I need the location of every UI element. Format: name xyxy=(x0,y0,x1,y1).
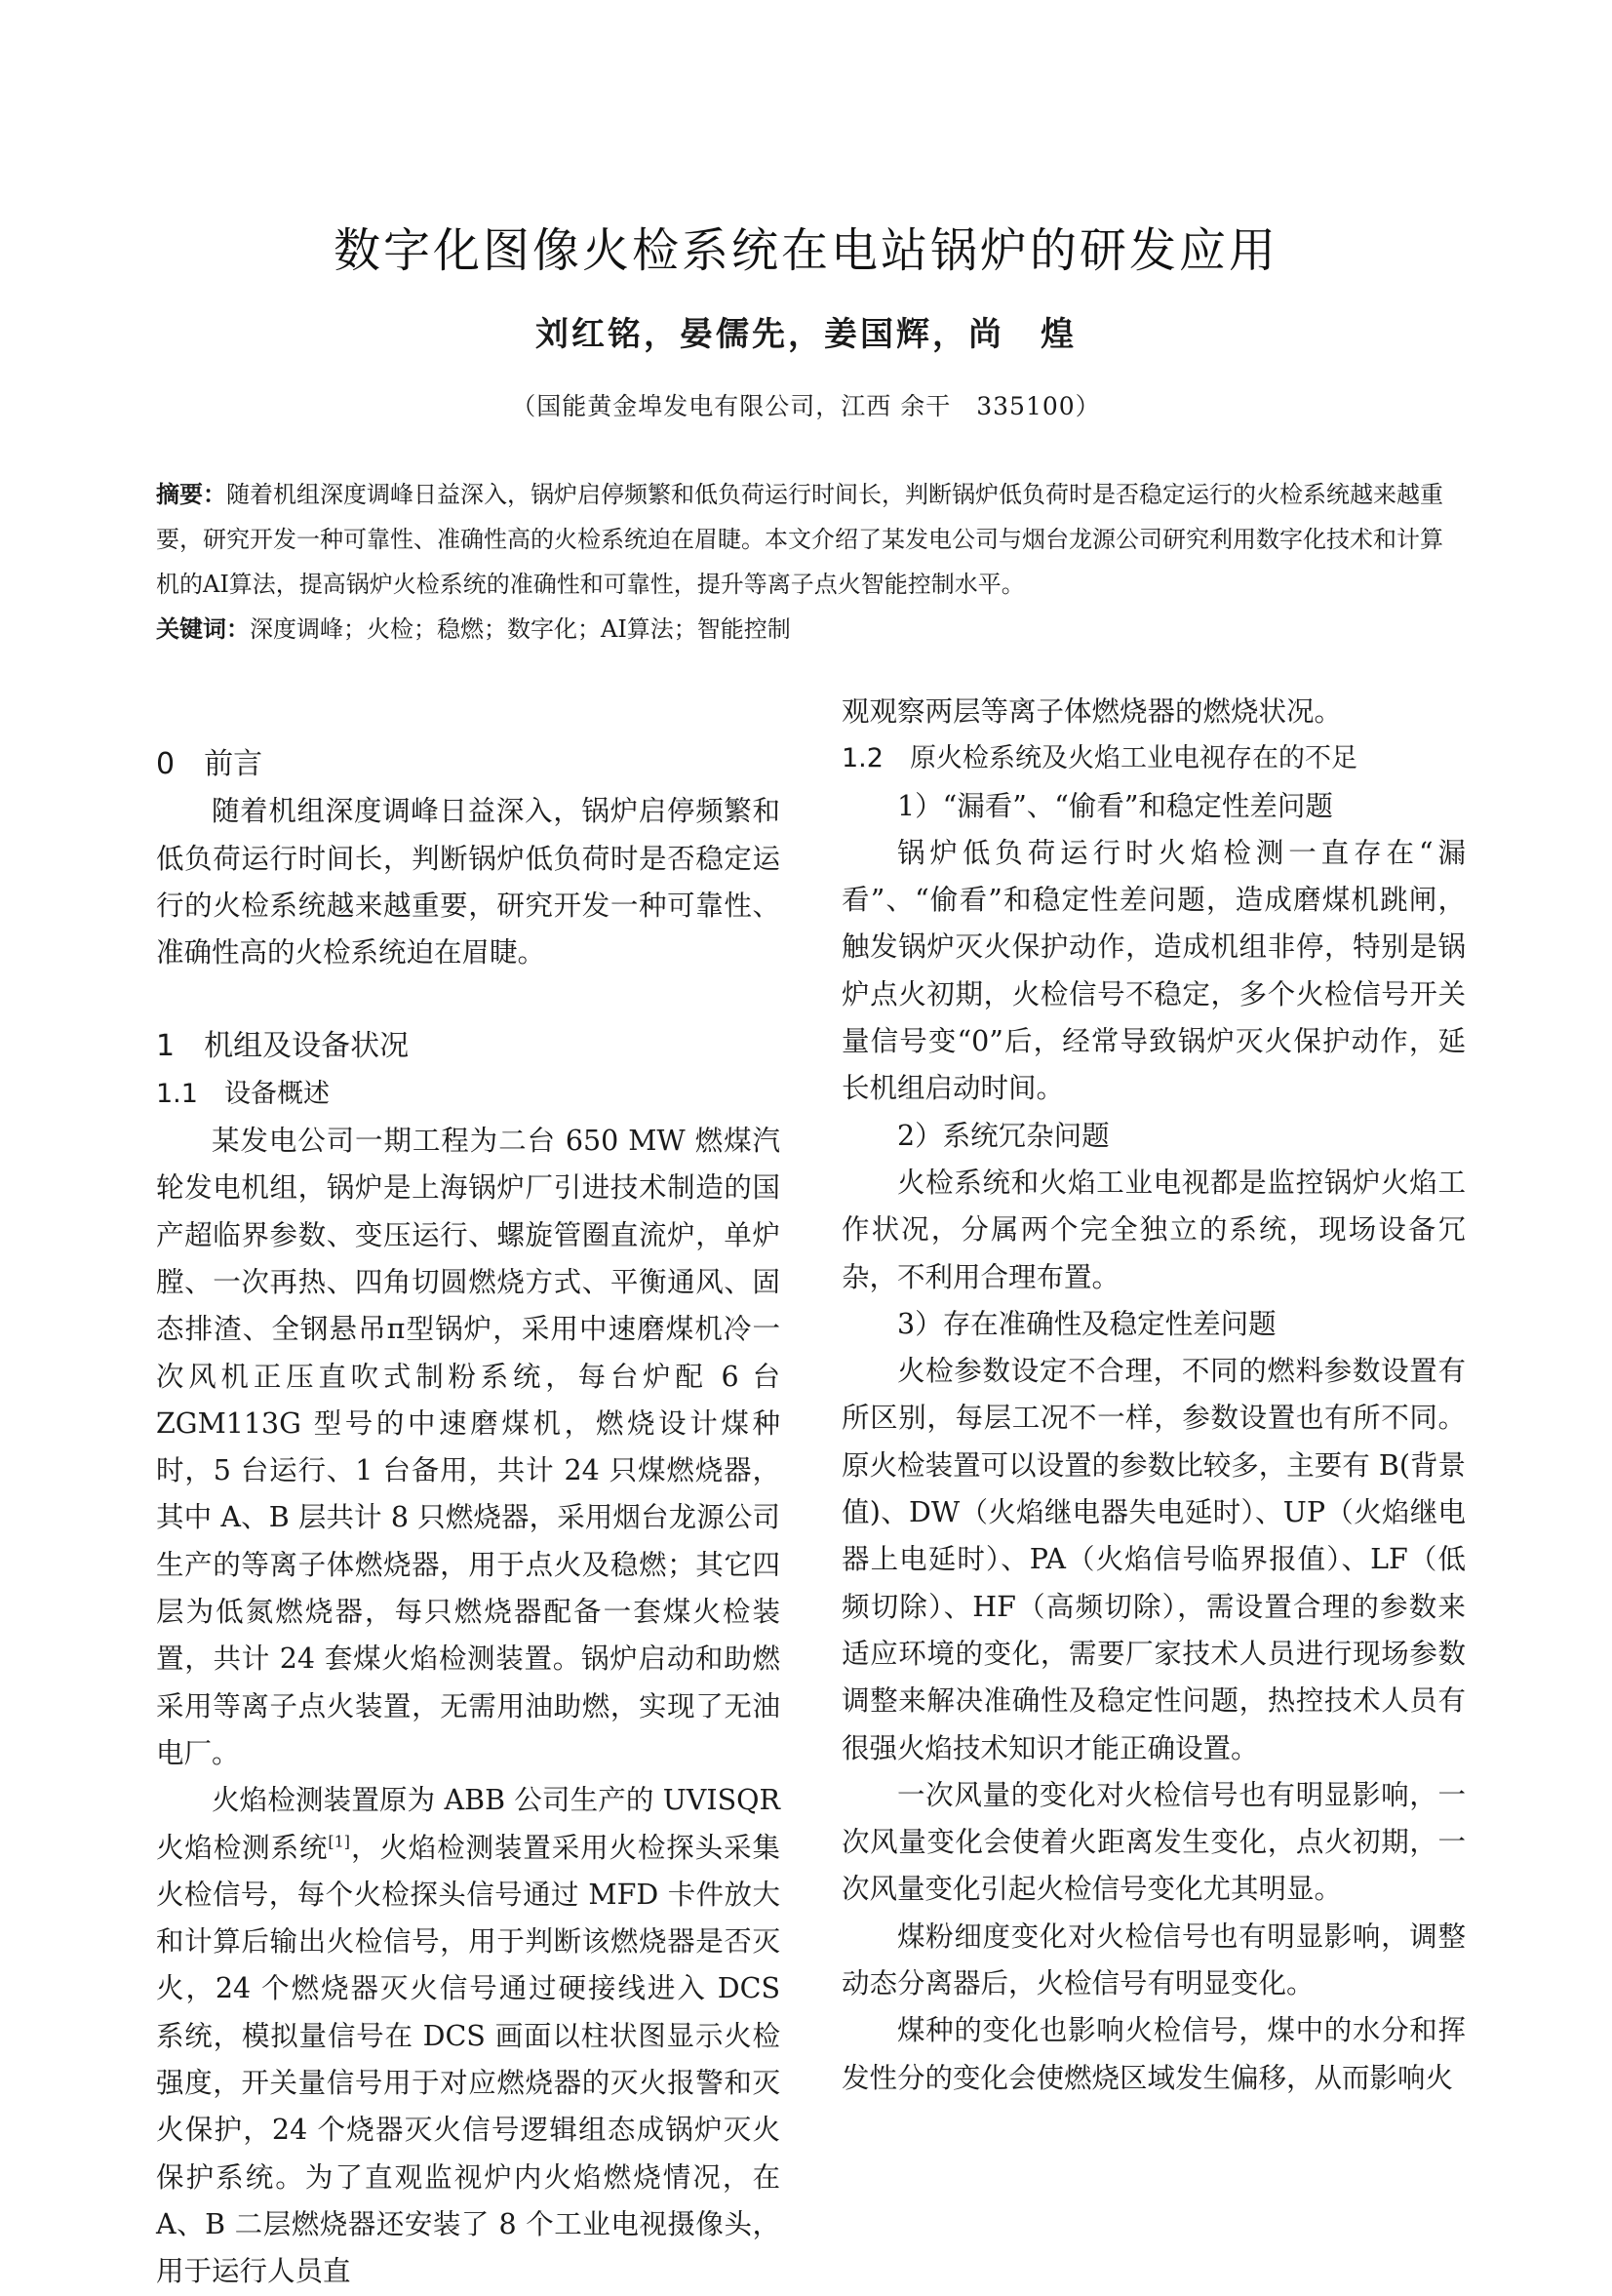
item-1-title: 1）“漏看”、“偷看”和稳定性差问题 xyxy=(897,789,1333,822)
paper-authors: 刘红铭，晏儒先，姜国辉，尚 煌 xyxy=(535,315,1077,354)
paper-title: 数字化图像火检系统在电站锅炉的研发应用 xyxy=(333,223,1278,278)
keywords-label: 关键词： xyxy=(156,615,250,643)
item-3-paragraph-4: 煤种的变化也影响火检信号，煤中的水分和挥发性分的变化会使燃烧区域发生偏移，从而影响火 xyxy=(842,2014,1466,2094)
keywords-text: 深度调峰；火检；稳燃；数字化；AI算法；智能控制 xyxy=(250,615,791,643)
citation-ref: [1] xyxy=(328,1832,351,1851)
section-0-heading: 0 前言 xyxy=(156,747,263,781)
paragraph-text-a: 火焰检测装置原为 ABB 公司生产的 UVISQR 火焰检测系统 xyxy=(156,1784,780,1864)
continued-paragraph: 观观察两层等离子体燃烧器的燃烧状况。 xyxy=(842,695,1343,728)
section-1-heading: 1 机组及设备状况 xyxy=(156,1029,410,1064)
section-1-1-paragraph-2 xyxy=(156,1777,780,2295)
section-1-1-paragraph-1: 某发电公司一期工程为二台 650 MW 燃煤汽轮发电机组，锅炉是上海锅炉厂引进技术制造的国产超临界参数、变压运行、螺旋管圈直流炉，单炉膛、一次再热、四角切圆燃烧方式、平衡通风、固态排渣、全钢悬吊π型锅炉，采用中速磨煤机冷一次风机正压直吹式制粉系统，每台炉配 6 台 ZGM113G 型号的中速磨煤机，燃烧设计煤种时，5 台运行、1 台备用，共计 24 只煤燃烧器，其中 A、B 层共计 8 只燃烧器，采用烟台龙源公司生产的等离子体燃烧器，用于点火及稳燃；其它四层为低氮燃烧器，每只燃烧器配备一套煤火检装置，共计 24 套煤火焰检测装置。锅炉启动和助燃采用等离子点火装置，无需用油助燃，实现了无油电厂。 xyxy=(156,1125,780,1769)
section-0-paragraph: 随着机组深度调峰日益深入，锅炉启停频繁和低负荷运行时间长，判断锅炉低负荷时是否稳定运行的火检系统越来越重要，研究开发一种可靠性、准确性高的火检系统迫在眉睫。 xyxy=(156,795,780,970)
left-column xyxy=(156,741,780,2296)
item-2-title: 2）系统冗杂问题 xyxy=(897,1119,1110,1152)
right-column xyxy=(842,689,1466,2102)
item-3-paragraph-1: 火检参数设定不合理，不同的燃料参数设置有所区别，每层工况不一样，参数设置也有所不同。原火检装置可以设置的参数比较多，主要有 B(背景值)、DW（火焰继电器失电延时）、UP（火焰继电器上电延时）、PA（火焰信号临界报值）、LF（低频切除）、HF（高频切除），需设置合理的参数来适应环境的变化，需要厂家技术人员进行现场参数调整来解决准确性及稳定性问题，热控技术人员有很强火焰技术知识才能正确设置。 xyxy=(842,1355,1466,1764)
keywords xyxy=(156,607,1463,652)
item-1-paragraph: 锅炉低负荷运行时火焰检测一直存在“漏看”、“偷看”和稳定性差问题，造成磨煤机跳闸，触发锅炉灭火保护动作，造成机组非停，特别是锅炉点火初期，火检信号不稳定，多个火检信号开关量信号变“0”后，经常导致锅炉灭火保护动作，延长机组启动时间。 xyxy=(842,836,1466,1105)
abstract-text: 随着机组深度调峰日益深入，锅炉启停频繁和低负荷运行时间长，判断锅炉低负荷时是否稳定运行的火检系统越来越重要，研究开发一种可靠性、准确性高的火检系统迫在眉睫。本文介绍了某发电公司与烟台龙源公司研究利用数字化技术和计算机的AI算法，提高锅炉火检系统的准确性和可靠性，提升等离子点火智能控制水平。 xyxy=(156,481,1443,598)
item-3-title: 3）存在准确性及稳定性差问题 xyxy=(897,1307,1277,1340)
section-1-1-heading: 1.1 设备概述 xyxy=(156,1078,330,1109)
item-3-paragraph-3: 煤粉细度变化对火检信号也有明显影响，调整动态分离器后，火检信号有明显变化。 xyxy=(842,1920,1466,2000)
section-1-2-heading: 1.2 原火检系统及火焰工业电视存在的不足 xyxy=(842,743,1357,774)
paper-affiliation: （国能黄金埠发电有限公司，江西 余干 335100） xyxy=(511,392,1101,420)
item-2-paragraph: 火检系统和火焰工业电视都是监控锅炉火焰工作状况，分属两个完全独立的系统，现场设备冗杂，不利用合理布置。 xyxy=(842,1166,1466,1293)
item-3-paragraph-2: 一次风量的变化对火检信号也有明显影响，一次风量变化会使着火距离发生变化，点火初期，一次风量变化引起火检信号变化尤其明显。 xyxy=(842,1778,1466,1906)
paragraph-text-b: ，火焰检测装置采用火检探头采集火检信号，每个火检探头信号通过 MFD 卡件放大和计算后输出火检信号，用于判断该燃烧器是否灭火，24 个燃烧器灭火信号通过硬接线进入 DCS 系统，模拟量信号在 DCS 画面以柱状图显示火检强度，开关量信号用于对应燃烧器的灭火报警和灭火保护，24 个烧器灭火信号逻辑组态成锅炉灭火保护系统。为了直观监视炉内火焰燃烧情况，在 A、B 二层燃烧器还安装了 8 个工业电视摄像头，用于运行人员直 xyxy=(156,1831,780,2288)
abstract-label: 摘要： xyxy=(156,481,226,508)
abstract xyxy=(156,472,1463,607)
